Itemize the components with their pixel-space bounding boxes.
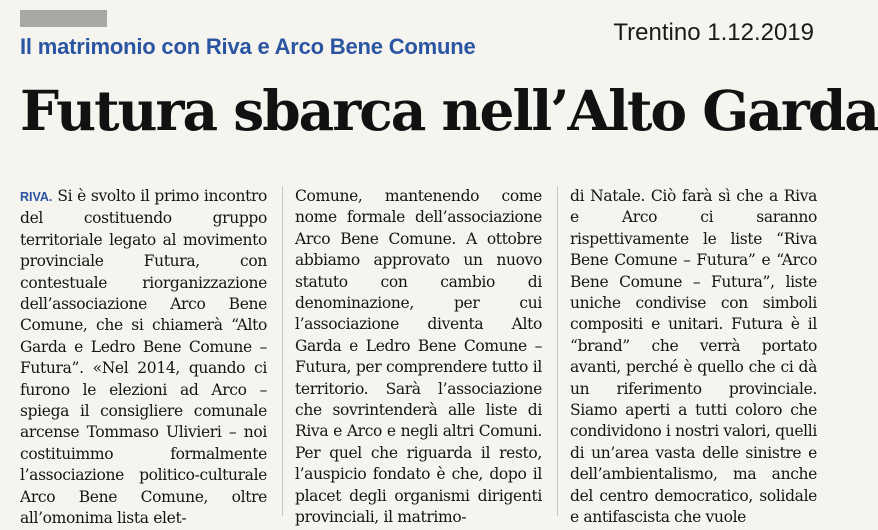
article-paragraph: Comune, mantenendo come nome formale dell’associazione Arco Bene Comune. A ottobre abbiamo approvato un nuovo statuto con cambio di denominazione, per cui l’associazione diventa Alto Garda e Ledro Bene Comune – Futura, per comprendere tutto il territorio. Sarà l’associazione che sovrintenderà alle liste di Riva e Arco e negli altri Comuni. Per quel che riguarda il resto, l’auspicio fondato è che, dopo il placet degli organismi dirigenti provinciali, il matrimo-	[295, 187, 542, 527]
headline: Futura sbarca nell’Alto Garda	[20, 78, 878, 143]
source-dateline: Trentino 1.12.2019	[613, 19, 814, 46]
article-paragraph	[20, 186, 267, 530]
article-column-3	[570, 186, 817, 527]
article-text: Si è svolto il primo incontro del costituendo gruppo territoriale legato al movimento provinciale Futura, con contestuale riorganizzazione dell’associazione Arco Bene Comune, che si chiamerà “Alto Garda e Ledro Bene Comune – Futura”. «Nel 2014, quando ci furono le elezioni ad Arco – spiega il consigliere comunale arcense Tommaso Ulivieri – noi costituimmo formalmente l’associazione politico-culturale Arco Bene Comune, oltre all’omonima lista elet-	[20, 187, 267, 528]
article-paragraph: di Natale. Ciò farà sì che a Riva e Arco ci saranno rispettivamente le liste “Riva Bene Comune – Futura” e “Arco Bene Comune – Futura”, liste uniche condivise con simboli compositi e unitari. Futura è il “brand” che verrà portato avanti, perché è quello che ci dà un riferimento provinciale. Siamo aperti a tutti coloro che condividono i nostri valori, quelli di un’area vasta delle sinistre e dell’ambientalismo, ma anche del centro democratico, solidale e antifascista che vuole	[570, 187, 817, 527]
article-column-1	[20, 186, 267, 528]
kicker-subtitle: Il matrimonio con Riva e Arco Bene Comune	[20, 34, 476, 59]
section-color-bar	[20, 10, 107, 27]
article-body	[20, 186, 820, 528]
article-column-2	[295, 186, 542, 527]
dateline-lead-word: RIVA.	[20, 190, 53, 204]
